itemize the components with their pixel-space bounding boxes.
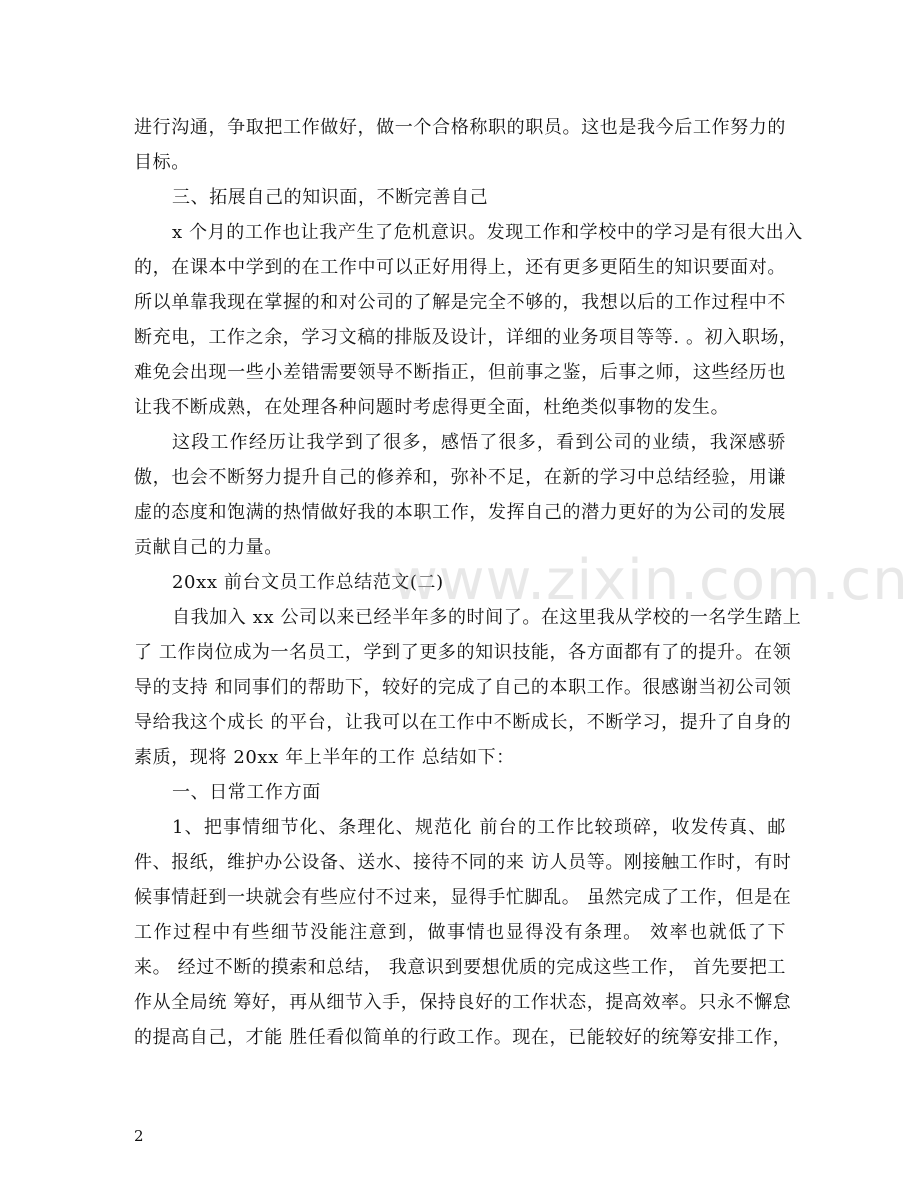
text-line: 进行沟通，争取把工作做好，做一个合格称职的职员。这也是我今后工作努力的 — [134, 117, 786, 138]
watermark: www.zixin.com.cn — [392, 548, 909, 613]
page-number: 2 — [134, 1127, 144, 1145]
text-line: 贡献自己的力量。 — [134, 537, 283, 558]
section-heading: 三、拓展自己的知识面，不断完善自己 — [172, 187, 489, 208]
text-line: 断充电，工作之余，学习文稿的排版及设计，详细的业务项目等等. 。初入职场， — [134, 327, 798, 348]
text-line: 工作过程中有些细节没能注意到，做事情也显得没有条理。 效率也就低了下 — [134, 922, 786, 943]
text-line: 作从全局统 筹好，再从细节入手，保持良好的工作状态，提高效率。只永不懈怠 — [134, 992, 792, 1013]
text-line: 让我不断成熟，在处理各种问题时考虑得更全面，杜绝类似事物的发生。 — [134, 397, 730, 418]
text-line: 导的支持 和同事们的帮助下，较好的完成了自己的本职工作。很感谢当初公司领 — [134, 677, 792, 698]
text-line: 候事情赶到一块就会有些应付不过来，显得手忙脚乱。 虽然完成了工作，但是在 — [134, 887, 792, 908]
section-heading: 一、日常工作方面 — [172, 782, 321, 803]
document-title: 20xx 前台文员工作总结范文(二) — [172, 572, 444, 593]
text-line: 自我加入 xx 公司以来已经半年多的时间了。在这里我从学校的一名学生踏上 — [172, 607, 802, 628]
text-line: 目标。 — [134, 152, 190, 173]
text-line: 素质，现将 20xx 年上半年的工作 总结如下： — [134, 747, 515, 768]
text-line: 来。 经过不断的摸索和总结， 我意识到要想优质的完成这些工作， 首先要把工 — [134, 957, 786, 978]
text-line: 了 工作岗位成为一名员工，学到了更多的知识技能，各方面都有了的提升。在领 — [134, 642, 792, 663]
text-line: 傲，也会不断努力提升自己的修养和，弥补不足，在新的学习中总结经验，用谦 — [134, 467, 786, 488]
text-line: 的，在课本中学到的在工作中可以正好用得上，还有更多更陌生的知识要面对。 — [134, 257, 786, 278]
text-line: 件、报纸，维护办公设备、送水、接待不同的来 访人员等。刚接触工作时，有时 — [134, 852, 792, 873]
text-line: 虚的态度和饱满的热情做好我的本职工作，发挥自己的潜力更好的为公司的发展 — [134, 502, 786, 523]
text-line: 这段工作经历让我学到了很多，感悟了很多，看到公司的业绩，我深感骄 — [172, 432, 786, 453]
text-line: 所以单靠我现在掌握的和对公司的了解是完全不够的，我想以后的工作过程中不 — [134, 292, 786, 313]
text-line: 1、把事情细节化、条理化、规范化 前台的工作比较琐碎，收发传真、邮 — [172, 817, 786, 838]
text-line: 的提高自己，才能 胜任看似简单的行政工作。现在，已能较好的统筹安排工作， — [134, 1027, 792, 1048]
text-line: x 个月的工作也让我产生了危机意识。发现工作和学校中的学习是有很大出入 — [172, 222, 803, 243]
text-line: 难免会出现一些小差错需要领导不断指正，但前事之鉴，后事之师，这些经历也 — [134, 362, 786, 383]
text-line: 导给我这个成长 的平台，让我可以在工作中不断成长，不断学习，提升了自身的 — [134, 712, 792, 733]
